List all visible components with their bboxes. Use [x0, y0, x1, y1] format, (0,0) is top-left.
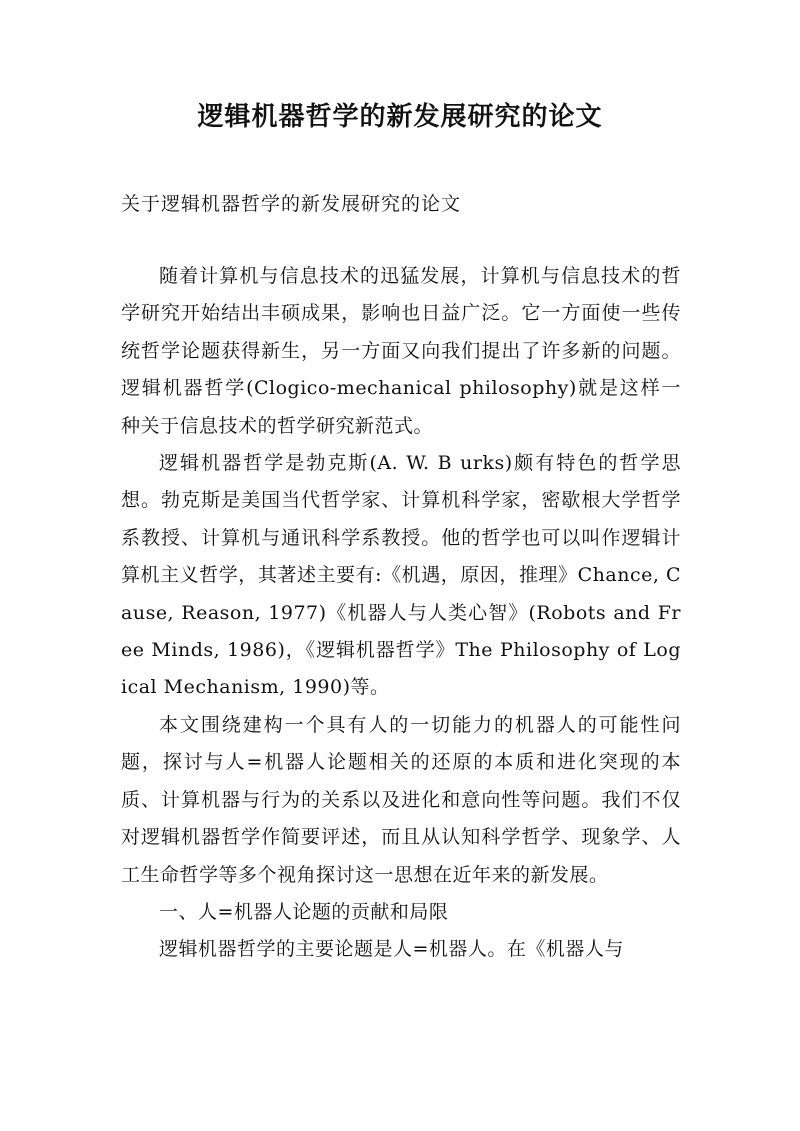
- body-paragraph: 逻辑机器哲学的主要论题是人=机器人。在《机器人与: [159, 938, 624, 961]
- document-body: [121, 258, 681, 969]
- body-paragraph: 逻辑机器哲学是勃克斯(A. W. B urks)颇有特色的哲学思想。勃克斯是美国当代哲学家、计算机科学家，密歇根大学哲学系教授、计算机与通讯科学系教授。他的哲学也可以叫作逻辑计算机主义哲学，其著述主要有:《机遇，原因，推理》Chance, Cause, Reason, 1977)《机器人与人类心智》(Robots and Free Minds, 1986)，《逻辑机器哲学》The Philosophy of Logical Mechanism, 1990)等。: [121, 452, 681, 699]
- section-heading: 一、人=机器人论题的贡献和局限: [159, 900, 449, 923]
- document-title: 逻辑机器哲学的新发展研究的论文: [197, 102, 603, 132]
- body-paragraph: 随着计算机与信息技术的迅猛发展，计算机与信息技术的哲学研究开始结出丰硕成果，影响也日益广泛。它一方面使一些传统哲学论题获得新生，另一方面又向我们提出了许多新的问题。逻辑机器哲学(Clogico-mechanical philosophy)就是这样一种关于信息技术的哲学研究新范式。: [121, 265, 681, 437]
- document-subtitle: 关于逻辑机器哲学的新发展研究的论文: [121, 193, 462, 215]
- body-paragraph: 本文围绕建构一个具有人的一切能力的机器人的可能性问题，探讨与人=机器人论题相关的还原的本质和进化突现的本质、计算机器与行为的关系以及进化和意向性等问题。我们不仅对逻辑机器哲学作简要评述，而且从认知科学哲学、现象学、人工生命哲学等多个视角探讨这一思想在近年来的新发展。: [121, 713, 681, 886]
